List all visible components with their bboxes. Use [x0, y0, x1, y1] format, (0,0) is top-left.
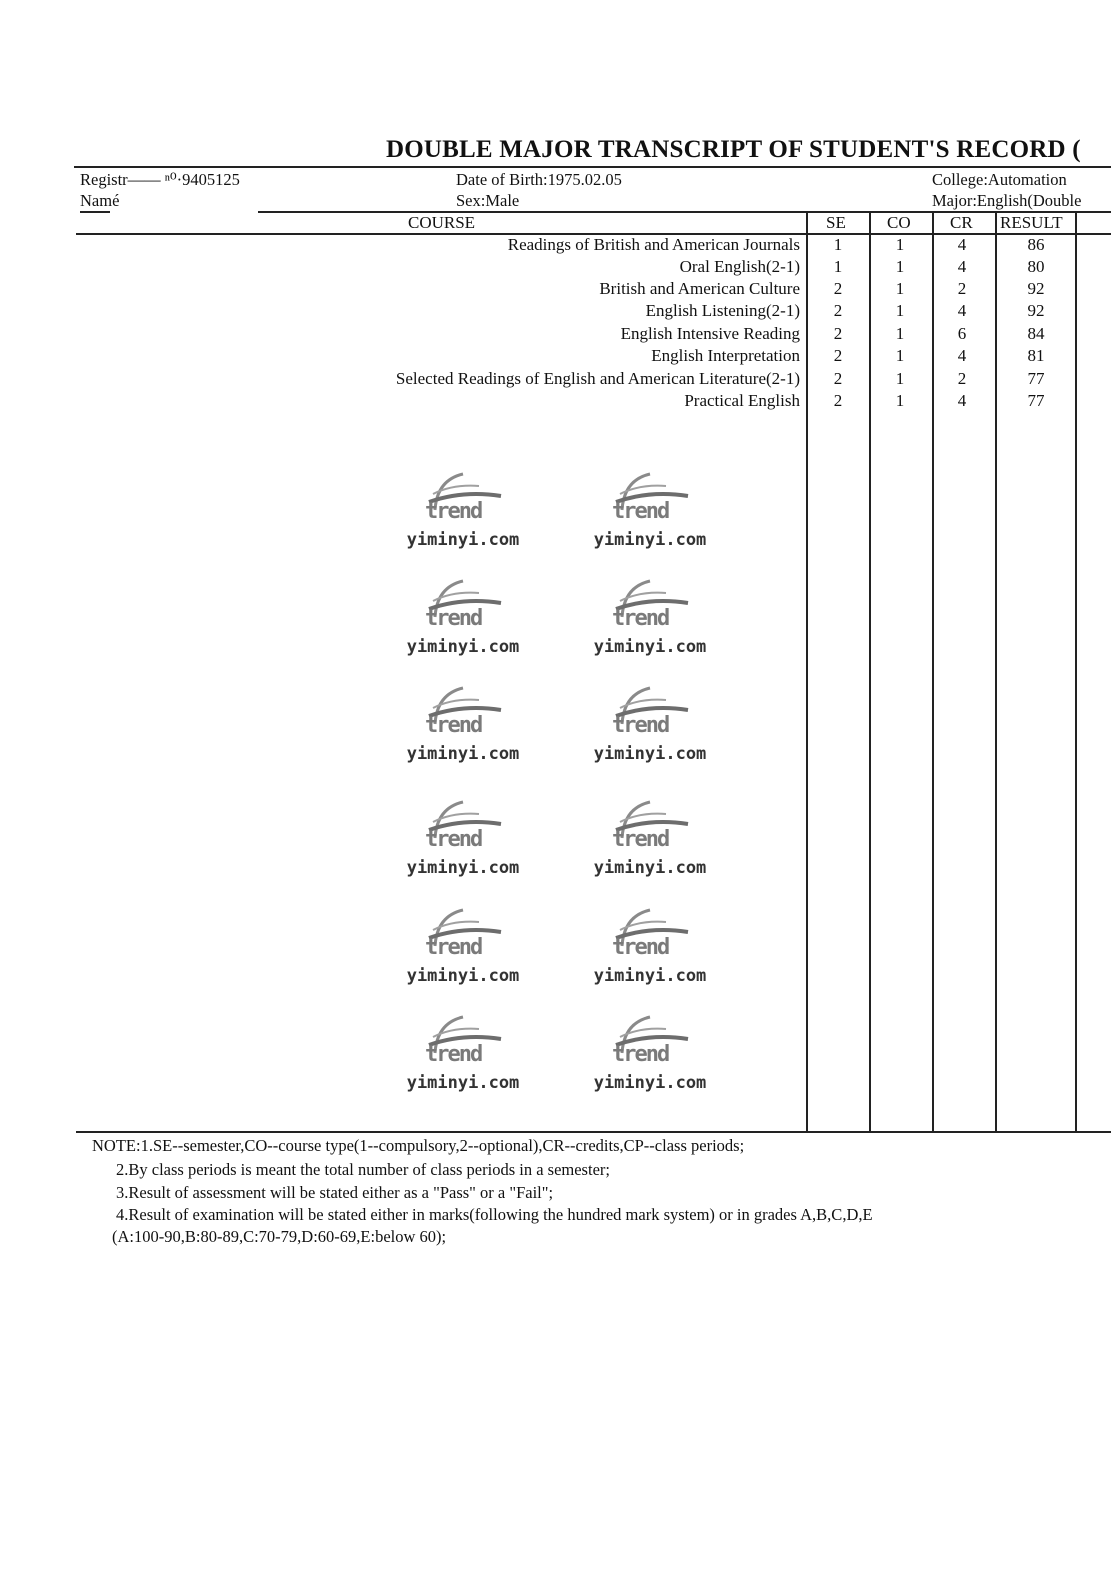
watermark-logo-word: trend [425, 606, 482, 631]
watermark-logo-word: trend [612, 499, 669, 524]
semester-cell: 2 [833, 391, 843, 410]
column-divider-end [1075, 211, 1077, 1132]
name-label: Namé [80, 191, 120, 210]
note-line-3: 3.Result of assessment will be stated either as a "Pass" or a "Fail"; [116, 1183, 554, 1202]
course-name: Selected Readings of English and American Literature(2-1) [395, 369, 800, 388]
semester-cell: 2 [833, 324, 843, 343]
column-header-se: SE [826, 213, 846, 232]
watermark-stamp [393, 579, 533, 669]
credits-cell: 4 [957, 301, 967, 320]
college-field: College:Automation [932, 170, 1067, 189]
result-cell: 77 [1027, 391, 1045, 410]
course-type-cell: 1 [895, 257, 905, 276]
note-line-4: 4.Result of examination will be stated either in marks(following the hundred mark system) or in grades A,B,C,D,E [116, 1205, 873, 1224]
column-header-result: RESULT [1000, 213, 1063, 232]
header-bottom-rule [258, 211, 1111, 213]
watermark-site-text: yiminyi.com [406, 966, 520, 986]
note-line-5: (A:100-90,B:80-89,C:70-79,D:60-69,E:below 60); [112, 1227, 447, 1246]
course-type-cell: 1 [895, 301, 905, 320]
course-type-cell: 1 [895, 369, 905, 388]
course-name: Readings of British and American Journals [507, 235, 800, 254]
watermark-site-text: yiminyi.com [406, 858, 520, 878]
course-name: Practical English [684, 391, 800, 410]
name-underline [80, 211, 110, 213]
result-cell: 80 [1027, 257, 1045, 276]
semester-cell: 1 [833, 235, 843, 254]
watermark-logo-word: trend [612, 713, 669, 738]
column-header-co: CO [887, 213, 911, 232]
result-cell: 92 [1027, 301, 1045, 320]
date-of-birth: Date of Birth:1975.02.05 [456, 170, 622, 189]
watermark-stamp [580, 908, 720, 998]
course-type-cell: 1 [895, 391, 905, 410]
semester-cell: 2 [833, 369, 843, 388]
watermark-stamp [393, 800, 533, 890]
credits-cell: 4 [957, 346, 967, 365]
watermark-logo-word: trend [612, 935, 669, 960]
semester-cell: 2 [833, 279, 843, 298]
watermark-stamp [580, 1015, 720, 1105]
credits-cell: 4 [957, 257, 967, 276]
watermark-stamp [393, 472, 533, 562]
note-line-2: 2.By class periods is meant the total number of class periods in a semester; [116, 1160, 610, 1179]
table-bottom-rule [76, 1131, 1111, 1133]
result-cell: 77 [1027, 369, 1045, 388]
watermark-logo-word: trend [612, 827, 669, 852]
result-cell: 92 [1027, 279, 1045, 298]
course-name: English Listening(2-1) [645, 301, 800, 320]
watermark-stamp [580, 472, 720, 562]
column-divider-cr [932, 211, 934, 1132]
credits-cell: 4 [957, 235, 967, 254]
credits-cell: 2 [957, 279, 967, 298]
course-name: Oral English(2-1) [679, 257, 800, 276]
watermark-stamp [393, 686, 533, 776]
semester-cell: 2 [833, 301, 843, 320]
watermark-stamp [393, 908, 533, 998]
watermark-site-text: yiminyi.com [593, 744, 707, 764]
header-top-rule [74, 166, 1111, 168]
watermark-logo-word: trend [425, 827, 482, 852]
course-name: English Interpretation [651, 346, 800, 365]
watermark-site-text: yiminyi.com [406, 637, 520, 657]
column-header-course: COURSE [408, 213, 476, 232]
sex-field: Sex:Male [456, 191, 520, 210]
course-type-cell: 1 [895, 346, 905, 365]
major-field: Major:English(Double [932, 191, 1082, 210]
watermark-logo-word: trend [612, 606, 669, 631]
watermark-site-text: yiminyi.com [593, 858, 707, 878]
watermark-site-text: yiminyi.com [593, 530, 707, 550]
credits-cell: 6 [957, 324, 967, 343]
credits-cell: 4 [957, 391, 967, 410]
watermark-site-text: yiminyi.com [406, 1073, 520, 1093]
watermark-logo-word: trend [612, 1042, 669, 1067]
semester-cell: 1 [833, 257, 843, 276]
credits-cell: 2 [957, 369, 967, 388]
watermark-site-text: yiminyi.com [406, 530, 520, 550]
watermark-logo-word: trend [425, 1042, 482, 1067]
registration-number: Registr—— ⁿ⁰·9405125 [80, 170, 240, 189]
watermark-stamp [580, 800, 720, 890]
result-cell: 81 [1027, 346, 1045, 365]
watermark-stamp [580, 686, 720, 776]
course-type-cell: 1 [895, 279, 905, 298]
semester-cell: 2 [833, 346, 843, 365]
watermark-logo-word: trend [425, 935, 482, 960]
result-cell: 84 [1027, 324, 1045, 343]
column-divider-result [995, 211, 997, 1132]
watermark-stamp [393, 1015, 533, 1105]
watermark-stamp [580, 579, 720, 669]
course-name: British and American Culture [599, 279, 800, 298]
watermark-site-text: yiminyi.com [593, 966, 707, 986]
watermark-logo-word: trend [425, 499, 482, 524]
column-header-cr: CR [950, 213, 973, 232]
watermark-site-text: yiminyi.com [593, 1073, 707, 1093]
watermark-site-text: yiminyi.com [406, 744, 520, 764]
column-divider-se [806, 211, 808, 1132]
course-type-cell: 1 [895, 235, 905, 254]
watermark-site-text: yiminyi.com [593, 637, 707, 657]
watermark-logo-word: trend [425, 713, 482, 738]
course-name: English Intensive Reading [620, 324, 800, 343]
result-cell: 86 [1027, 235, 1045, 254]
column-divider-co [869, 211, 871, 1132]
note-line-1: NOTE:1.SE--semester,CO--course type(1--compulsory,2--optional),CR--credits,CP--class periods; [92, 1136, 745, 1155]
course-type-cell: 1 [895, 324, 905, 343]
transcript-title: DOUBLE MAJOR TRANSCRIPT OF STUDENT'S RECORD ( [386, 136, 1081, 163]
